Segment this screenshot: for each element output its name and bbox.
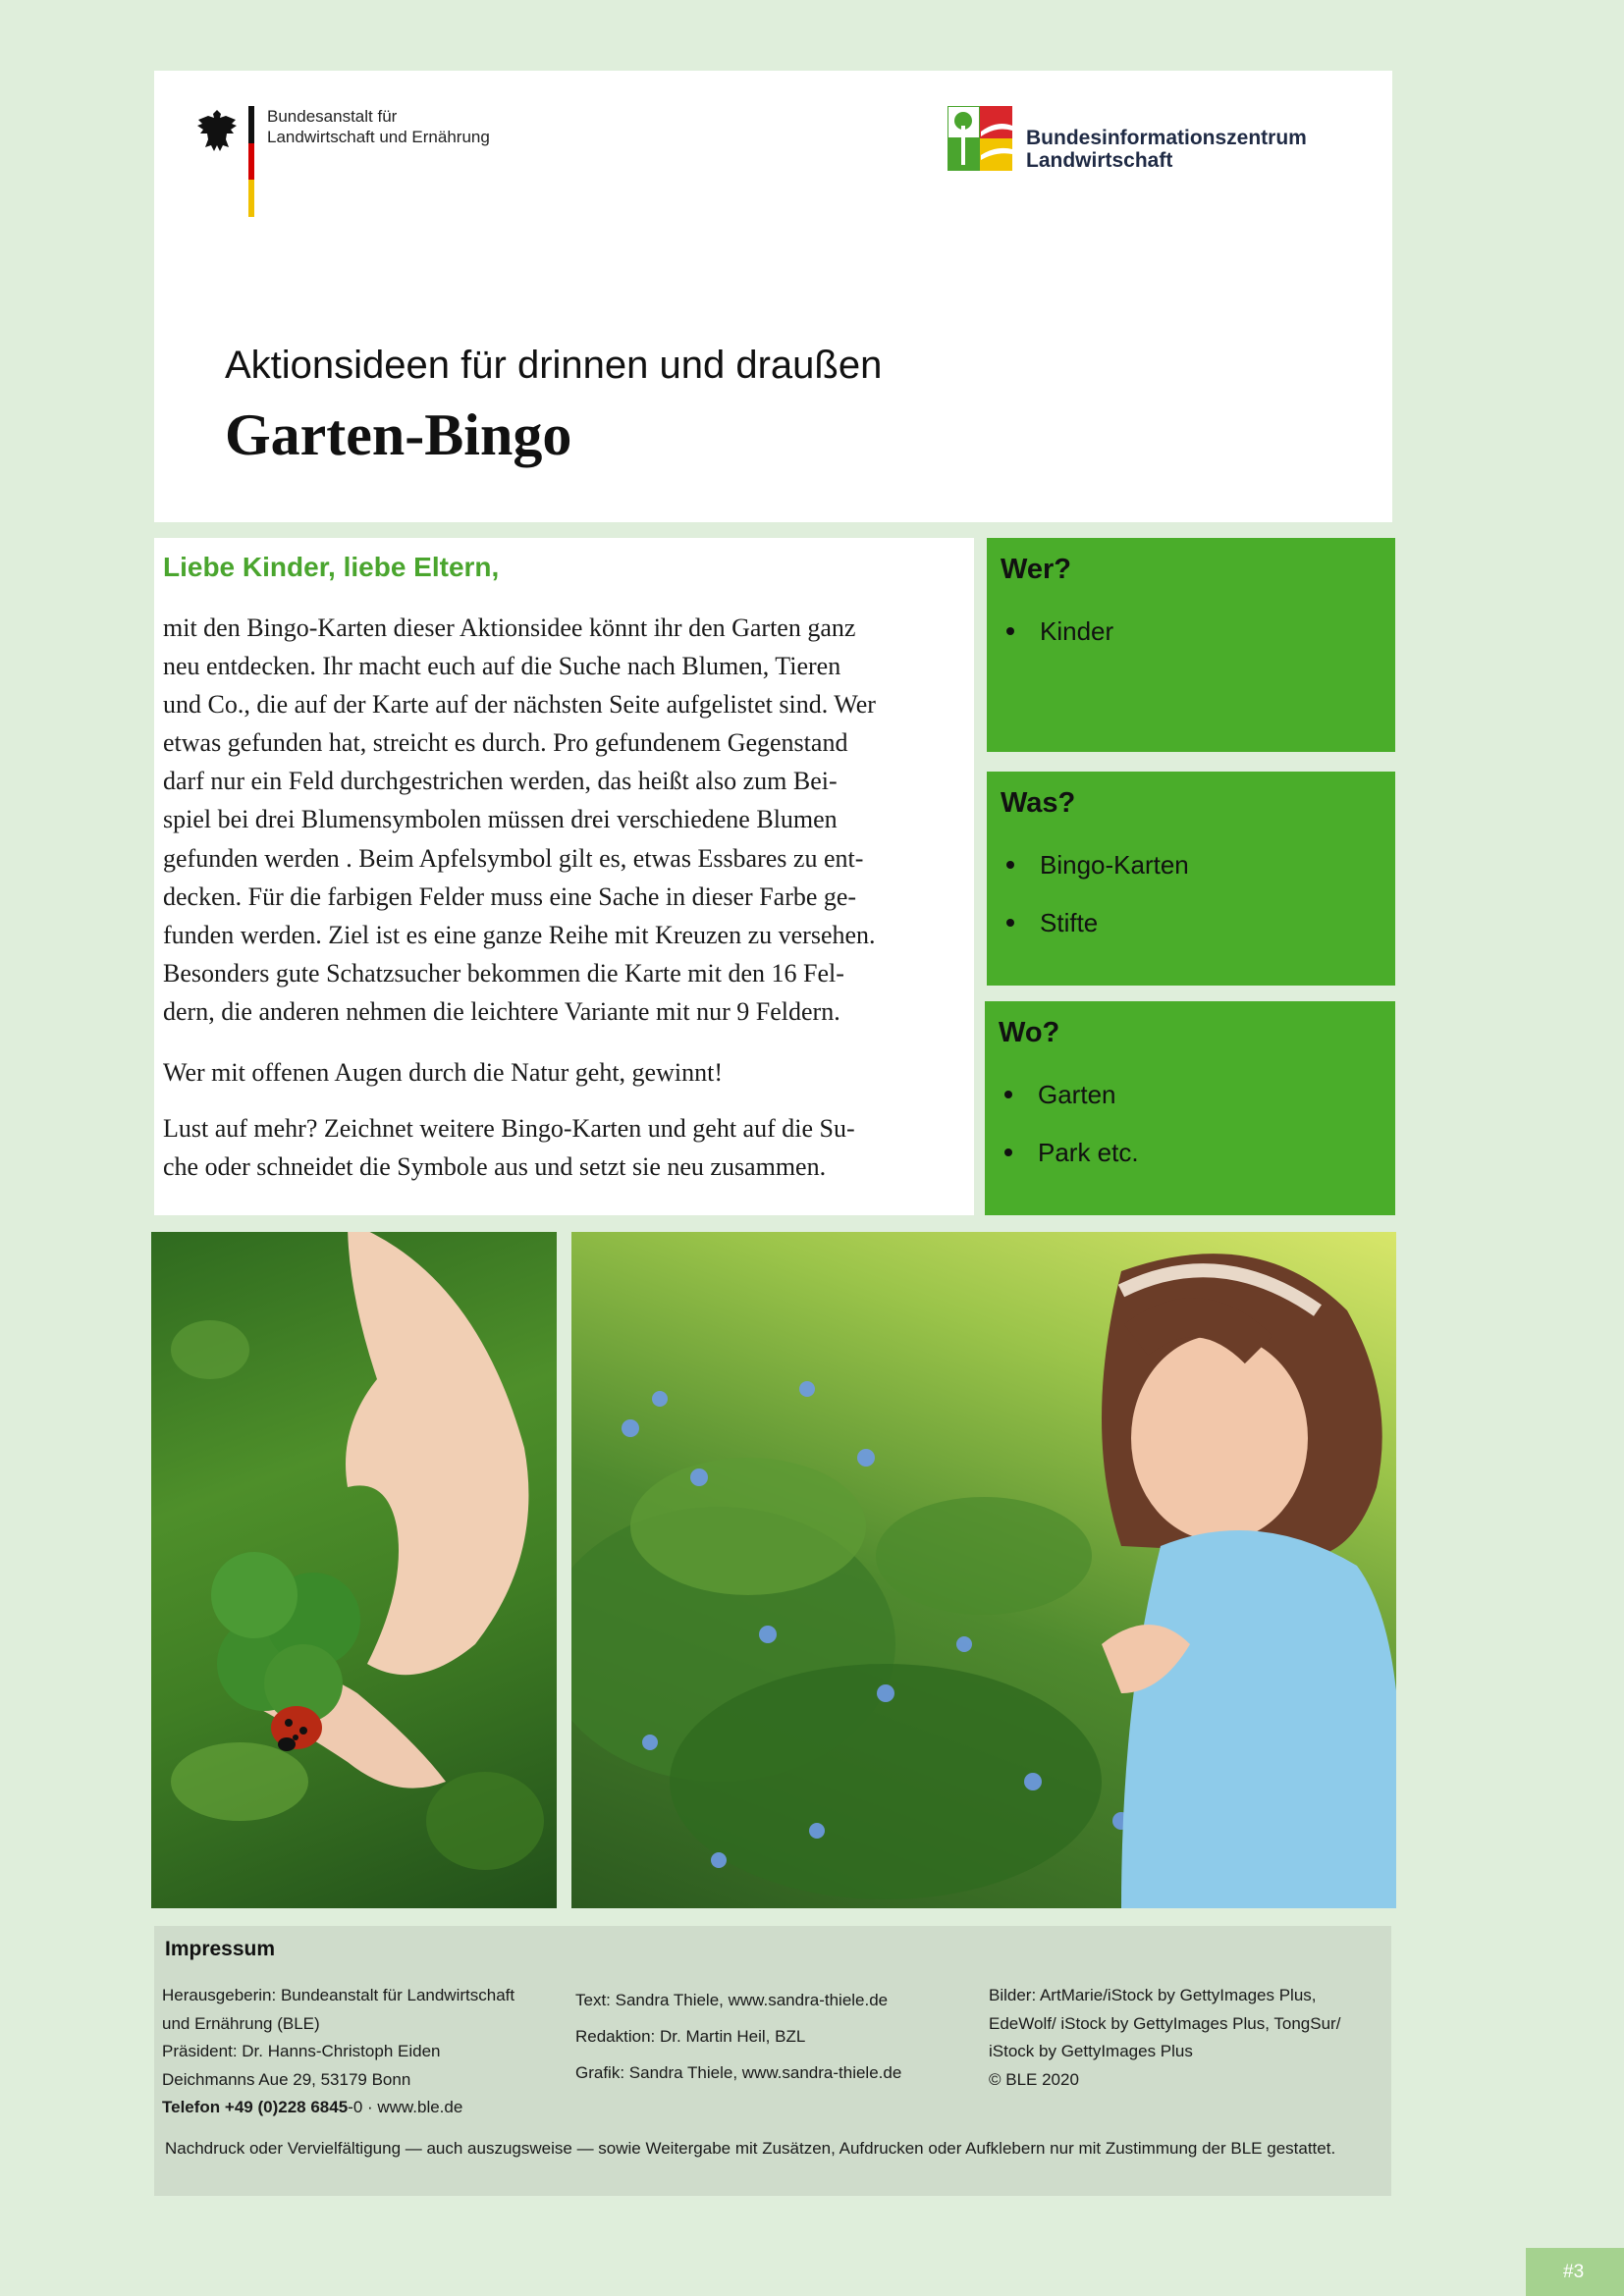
page-number-tab [1526, 2248, 1624, 2296]
info-box-list [1001, 850, 1189, 966]
more-ideas-paragraph [163, 1109, 968, 1186]
intro-paragraph-line: funden werden. Ziel ist es eine ganze Reihe mit Kreuzen zu versehen. [163, 920, 876, 949]
federal-eagle-icon [196, 106, 238, 155]
list-item: Stifte [1001, 908, 1189, 966]
impressum-line: Text: Sandra Thiele, www.sandra-thiele.de [575, 1991, 889, 2009]
info-box-heading: Wer? [1001, 554, 1071, 585]
impressum-line: Grafik: Sandra Thiele, www.sandra-thiele.de [575, 2063, 902, 2082]
intro-paragraph-line: darf nur ein Feld durchgestrichen werden, das heißt also zum Bei- [163, 767, 838, 796]
document-title: Garten-Bingo [225, 402, 572, 467]
info-box-wo [985, 1001, 1395, 1215]
intro-paragraph-line: decken. Für die farbigen Felder muss eine Sache in dieser Farbe ge- [163, 881, 857, 911]
intro-paragraph-line: und Co., die auf der Karte auf der nächsten Seite aufgelistet sind. Wer [163, 690, 876, 720]
photo-ladybug-clover [151, 1232, 557, 1908]
motto-paragraph: Wer mit offenen Augen durch die Natur geht, gewinnt! [163, 1058, 723, 1087]
intro-paragraph-line: gefunden werden . Beim Apfelsymbol gilt es, etwas Essbares zu ent- [163, 843, 864, 873]
list-item: Garten [999, 1080, 1139, 1138]
impressum-publisher [162, 1982, 514, 2122]
intro-paragraph-line: Besonders gute Schatzsucher bekommen die Karte mit den 16 Fel- [163, 958, 844, 988]
intro-paragraph-line: etwas gefunden hat, streicht es durch. Pro gefundenem Gegenstand [163, 728, 848, 758]
list-item: Kinder [1001, 616, 1113, 674]
bzl-logo [947, 106, 1321, 175]
greeting: Liebe Kinder, liebe Eltern, [163, 552, 500, 582]
german-flag-bar [248, 106, 254, 217]
document-subtitle: Aktionsideen für drinnen und draußen [225, 344, 883, 387]
intro-paragraph [163, 609, 968, 1031]
ble-name-line-1: Bundesanstalt für [267, 107, 398, 126]
impressum-line: Redaktion: Dr. Martin Heil, BZL [575, 2027, 806, 2046]
photo-girl-flowers [571, 1232, 1396, 1908]
impressum-line: EdeWolf/ iStock by GettyImages Plus, TongSur/ [989, 2013, 1341, 2033]
impressum-line: Herausgeberin: Bundeanstalt für Landwirtschaft [162, 1986, 515, 2004]
info-box-was [987, 772, 1395, 986]
intro-paragraph-line: mit den Bingo-Karten dieser Aktionsidee könnt ihr den Garten ganz [163, 614, 856, 642]
list-item: Park etc. [999, 1138, 1139, 1196]
more-ideas-line: Lust auf mehr? Zeichnet weitere Bingo-Karten und geht auf die Su- [163, 1114, 855, 1143]
ladybug-clover-illustration [151, 1232, 557, 1908]
impressum-phone-suffix: -0 · www.ble.de [348, 2098, 463, 2117]
bzl-name-line-1: Bundesinformationszentrum [1026, 127, 1307, 149]
impressum-line: und Ernährung (BLE) [162, 2013, 320, 2033]
impressum-contact [162, 2094, 514, 2122]
impressum-line: iStock by GettyImages Plus [989, 2042, 1193, 2061]
bzl-tree-field-icon [947, 106, 1012, 171]
copyright-notice: Nachdruck oder Vervielfältigung — auch auszugsweise — sowie Weitergabe mit Zusätzen, Aufdrucken oder Aufklebern nur mit Zustimmung der BLE gestattet. [165, 2139, 1336, 2158]
ble-name [267, 106, 490, 147]
ble-name-line-2: Landwirtschaft und Ernährung [267, 128, 490, 146]
info-box-list [1001, 616, 1113, 674]
intro-paragraph-line: neu entdecken. Ihr macht euch auf die Suche nach Blumen, Tieren [163, 652, 841, 681]
girl-forget-me-not-illustration [571, 1232, 1396, 1908]
bzl-name [1026, 127, 1307, 172]
page-number: #3 [1563, 2262, 1585, 2282]
impressum-line: Präsident: Dr. Hanns-Christoph Eiden [162, 2042, 441, 2061]
impressum-line: © BLE 2020 [989, 2069, 1079, 2089]
intro-paragraph-line: spiel bei drei Blumensymbolen müssen drei verschiedene Blumen [163, 805, 838, 834]
info-box-heading: Wo? [999, 1017, 1060, 1048]
bzl-name-line-2: Landwirtschaft [1026, 149, 1173, 172]
info-box-list [999, 1080, 1139, 1196]
impressum-image-credits [989, 1982, 1340, 2094]
intro-paragraph-line: dern, die anderen nehmen die leichtere Variante mit nur 9 Feldern. [163, 996, 840, 1026]
impressum-phone: Telefon +49 (0)228 6845 [162, 2098, 349, 2117]
info-box-wer [987, 538, 1395, 752]
impressum-line: Bilder: ArtMarie/iStock by GettyImages Plus, [989, 1986, 1317, 2004]
impressum-credits [575, 1982, 901, 2091]
impressum-line: Deichmanns Aue 29, 53179 Bonn [162, 2069, 411, 2089]
impressum-heading: Impressum [165, 1938, 276, 1960]
ble-logo [196, 106, 550, 219]
list-item: Bingo-Karten [1001, 850, 1189, 908]
more-ideas-line: che oder schneidet die Symbole aus und setzt sie neu zusammen. [163, 1152, 827, 1181]
info-box-heading: Was? [1001, 787, 1076, 819]
